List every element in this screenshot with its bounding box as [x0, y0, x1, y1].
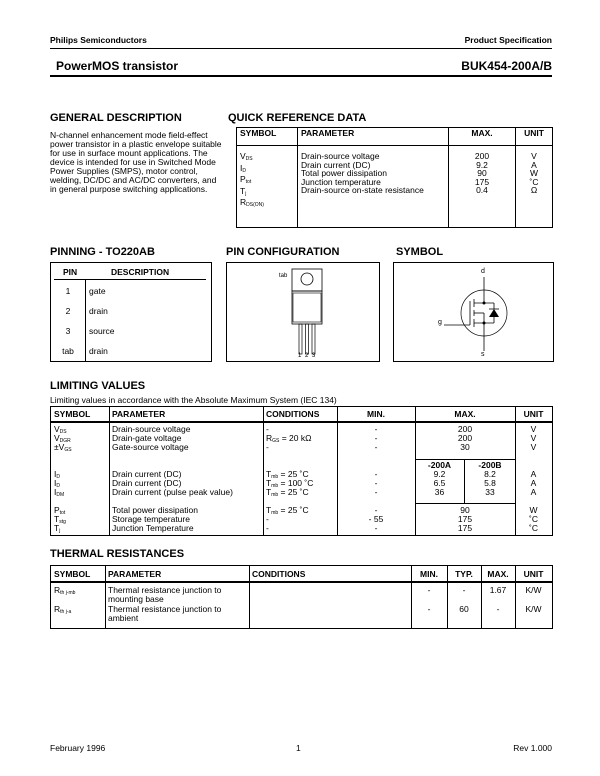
qrd-cell: 9.2 — [476, 159, 488, 170]
lv-symbol: $I_D$ — [54, 469, 60, 480]
col-header: PARAMETER — [298, 128, 449, 146]
lv-symbol: $P_{tot}$ — [54, 505, 66, 516]
lv-max: 30 — [460, 442, 470, 452]
product-title: PowerMOS transistor — [56, 59, 179, 73]
qrd-cell: ˚C — [529, 176, 539, 187]
lv-symbol: $T_j$ — [54, 523, 61, 534]
lv-unit: A — [530, 478, 537, 488]
quick-reference-heading: QUICK REFERENCE DATA — [228, 112, 367, 124]
lv-max: 200 — [457, 424, 473, 434]
lv-max-200b: 5.8 — [484, 478, 496, 488]
lv-unit: A — [530, 469, 537, 479]
column-divider — [481, 566, 482, 628]
col-header: PIN — [63, 267, 78, 277]
lv-symbol: $\pm V_{GS}$ — [54, 442, 72, 453]
lv-parameter: Drain current (DC) — [112, 469, 182, 479]
lv-parameter: Storage temperature — [112, 514, 190, 524]
thermal-unit: K/W — [525, 585, 542, 595]
qrd-cell: Drain-source voltage — [301, 151, 380, 161]
column-divider — [411, 566, 412, 628]
thermal-unit: K/W — [525, 604, 542, 614]
lv-unit: V — [530, 424, 537, 434]
lv-min: - — [374, 469, 378, 479]
lv-unit: V — [530, 433, 537, 443]
column-divider — [105, 566, 106, 628]
lv-parameter: Junction Temperature — [112, 523, 194, 533]
lv-symbol: $T_{stg}$ — [54, 514, 66, 525]
lv-max: 90 — [460, 505, 470, 515]
col-header: MIN. — [367, 409, 385, 419]
revision: Rev 1.000 — [513, 743, 552, 753]
lv-condition: $R_{GS} = 20$ kΩ — [266, 433, 312, 444]
pin-configuration-heading: PIN CONFIGURATION — [226, 246, 340, 258]
col-header: UNIT — [523, 569, 544, 579]
variant-200a: -200A — [427, 460, 452, 470]
thermal-resistances-table — [50, 565, 553, 629]
limiting-values-heading: LIMITING VALUES — [50, 380, 146, 392]
lv-unit: ˚C — [529, 523, 538, 533]
lv-min: - — [374, 523, 378, 533]
limiting-values-subtitle: Limiting values in accordance with the Absolute Maximum System (IEC 134) — [50, 395, 337, 405]
qrd-cell: 0.4 — [476, 185, 488, 195]
col-header: TYP. — [455, 569, 473, 579]
lv-unit: ˚C — [529, 514, 538, 524]
lv-unit: A — [530, 487, 537, 497]
qrd-cell: A — [531, 159, 537, 170]
variant-200b: -200B — [478, 460, 502, 470]
qrd-cell: Ω — [530, 185, 538, 195]
lv-min: - — [374, 487, 378, 497]
thermal-max: - — [496, 604, 500, 614]
lv-min: - — [374, 442, 378, 452]
gate-label: g — [438, 319, 442, 326]
lv-symbol: $V_{DGR}$ — [54, 433, 71, 444]
col-header: MAX. — [454, 409, 476, 419]
qrd-cell: 90 — [477, 168, 487, 178]
divider — [50, 48, 552, 49]
thermal-resistances-heading: THERMAL RESISTANCES — [50, 548, 185, 560]
pin-number: 1 — [65, 286, 71, 296]
qrd-cell: Junction temperature — [301, 176, 381, 187]
qrd-cell: $T_j$ — [240, 185, 247, 197]
lv-max-200a: 9.2 — [433, 469, 446, 479]
col-header: UNIT — [523, 409, 544, 419]
thermal-typ: 60 — [459, 604, 469, 614]
thermal-parameter: Thermal resistance junction to mounting base — [108, 585, 222, 604]
quick-reference-table — [236, 127, 553, 228]
col-header: MIN. — [420, 569, 438, 579]
company-name: Philips Semiconductors — [50, 35, 147, 45]
lv-condition: - — [266, 514, 269, 524]
pin-numbers: 1 2 3 — [298, 353, 317, 359]
lv-max: 175 — [457, 514, 473, 524]
qrd-cell: 175 — [474, 176, 490, 187]
to220-package-icon — [227, 263, 379, 361]
col-header: PARAMETER — [108, 569, 162, 579]
qrd-cell: Drain current (DC) — [301, 159, 371, 170]
lv-min: - — [374, 424, 378, 434]
lv-max: 200 — [457, 433, 473, 443]
column-divider — [447, 566, 448, 628]
col-header: CONDITIONS — [252, 569, 306, 579]
mosfet-symbol-icon — [394, 263, 553, 361]
pin-description: source — [89, 326, 115, 336]
thermal-max: 1.67 — [489, 585, 507, 595]
footer-date: February 1996 — [50, 743, 106, 753]
lv-unit: V — [530, 442, 537, 452]
pin-description: gate — [89, 286, 106, 296]
source-label: s — [481, 351, 485, 358]
lv-max-200b: 33 — [485, 487, 495, 497]
lv-condition: $T_{mb} = 25$ ˚C — [266, 469, 309, 480]
column-divider — [249, 566, 250, 628]
lv-min: - — [374, 433, 378, 443]
qrd-cell: W — [529, 168, 539, 178]
column-divider — [263, 407, 264, 535]
limiting-values-table — [50, 406, 553, 536]
lv-max-200b: 8.2 — [484, 469, 496, 479]
lv-symbol: $V_{DS}$ — [54, 424, 67, 435]
lv-symbol: $I_D$ — [54, 478, 60, 489]
lv-parameter: Drain-gate voltage — [112, 433, 182, 443]
symbol-heading: SYMBOL — [396, 246, 444, 258]
col-header: UNIT — [516, 128, 553, 146]
lv-min: - — [374, 505, 378, 515]
pin-configuration-diagram — [226, 262, 380, 362]
lv-min: - 55 — [368, 514, 384, 524]
lv-max-200a: 6.5 — [433, 478, 446, 488]
lv-condition: $T_{mb} = 100$ ˚C — [266, 478, 314, 489]
page-number: 1 — [296, 743, 301, 753]
doc-type: Product Specification — [464, 35, 552, 45]
lv-parameter: Total power dissipation — [112, 505, 198, 515]
qrd-cell: V — [531, 151, 537, 161]
pin-number: tab — [62, 346, 74, 356]
col-header: SYMBOL — [54, 409, 91, 419]
col-header: PARAMETER — [112, 409, 166, 419]
divider — [50, 75, 552, 77]
col-header: SYMBOL — [54, 569, 91, 579]
general-description-heading: GENERAL DESCRIPTION — [50, 112, 182, 124]
qrd-cell: Drain-source on-state resistance — [301, 185, 424, 195]
header-divider — [51, 421, 552, 423]
col-header: CONDITIONS — [266, 409, 320, 419]
lv-symbol: $I_{DM}$ — [54, 487, 65, 498]
lv-condition: $T_{mb} = 25$ ˚C — [266, 505, 309, 516]
lv-parameter: Gate-source voltage — [112, 442, 189, 452]
part-number: BUK454-200A/B — [461, 59, 552, 73]
lv-max-200a: 36 — [434, 487, 445, 497]
lv-max: 175 — [457, 523, 473, 533]
pinning-table — [50, 262, 212, 362]
tab-label: tab — [279, 273, 288, 279]
lv-min: - — [374, 478, 378, 488]
pin-number: 3 — [65, 326, 71, 336]
thermal-typ: - — [462, 585, 466, 595]
general-description-text: N-channel enhancement mode field-effect power transistor in a plastic envelope suitable for use in surface mount applications. The device is intended for use in Switched Mode Power Supplies (SMPS), motor control, welding, DC/DC and AC/DC converters, and in general purpose switching applications. — [50, 130, 222, 194]
header-divider — [51, 581, 552, 583]
pin-description: drain — [89, 306, 108, 316]
thermal-symbol: $R_{th j-mb}$ — [54, 585, 76, 596]
qrd-cell: Total power dissipation — [301, 168, 387, 178]
divider — [415, 503, 515, 504]
lv-unit: W — [529, 505, 538, 515]
thermal-min: - — [427, 604, 431, 614]
col-header: MAX. — [487, 569, 509, 579]
qrd-cell: 200 — [474, 151, 490, 161]
pin-description: drain — [89, 346, 108, 356]
col-header: SYMBOL — [237, 128, 298, 146]
qrd-cell: $R_{DS(ON)}$ — [240, 197, 264, 208]
pin-number: 2 — [65, 306, 71, 316]
pinning-heading: PINNING - TO220AB — [50, 246, 155, 258]
lv-parameter: Drain current (pulse peak value) — [112, 487, 233, 497]
thermal-parameter: Thermal resistance junction to ambient — [108, 604, 222, 623]
lv-parameter: Drain current (DC) — [112, 478, 182, 488]
lv-condition: - — [266, 424, 269, 434]
lv-parameter: Drain-source voltage — [112, 424, 191, 434]
col-header: MAX. — [449, 128, 516, 146]
column-divider — [109, 407, 110, 535]
qrd-cell: $P_{tot}$ — [240, 174, 252, 185]
qrd-cell: $I_D$ — [240, 162, 246, 174]
column-divider — [515, 566, 516, 628]
mosfet-symbol-diagram — [393, 262, 554, 362]
drain-label: d — [481, 268, 485, 275]
qrd-cell: $V_{DS}$ — [240, 151, 253, 162]
col-header: DESCRIPTION — [111, 267, 170, 277]
thermal-symbol: $R_{th j-a}$ — [54, 604, 72, 615]
thermal-min: - — [427, 585, 431, 595]
lv-condition: $T_{mb} = 25$ ˚C — [266, 487, 309, 498]
lv-condition: - — [266, 442, 269, 452]
lv-condition: - — [266, 523, 269, 533]
